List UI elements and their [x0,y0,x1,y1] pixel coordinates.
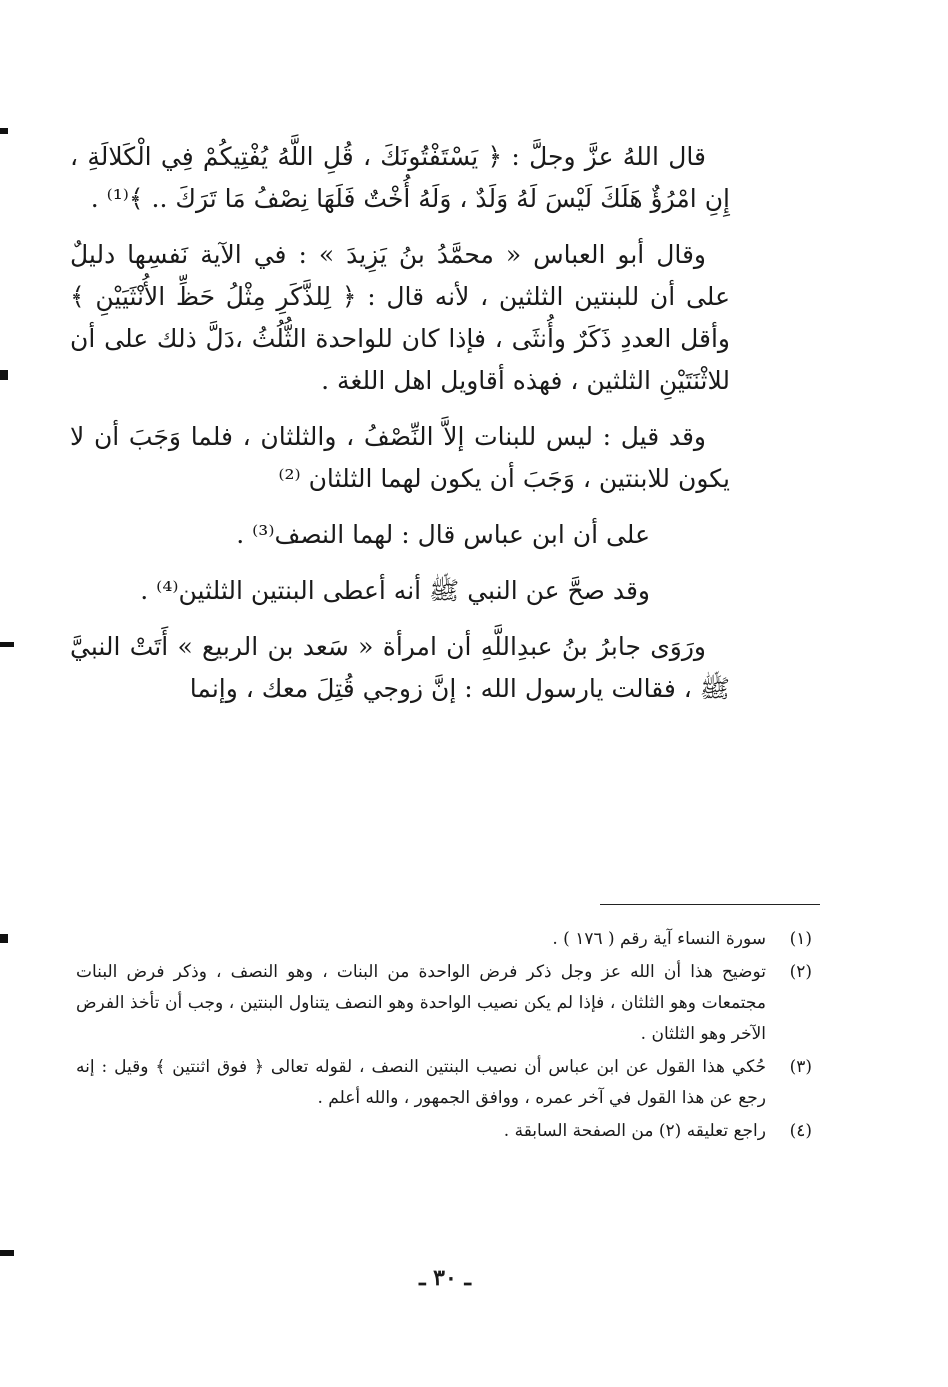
main-text [70,136,730,724]
footnote-text: سورة النساء آية رقم ( ١٧٦ ) . [552,929,766,949]
footnote-text: توضيح هذا أن الله عز وجل ذكر فرض الواحدة من البنات ، وهو النصف ، وذكر فرض البنات مجتمعات وهو الثلثان ، فإذا لم يكن نصيب الواحدة وهو النصف يتناول البنتين ، وجب أن تأخذ الفرض الآخر وهو الثلثان . [76,962,766,1044]
paragraph-hadith-sahih: وقد صحَّ عن النبي ﷺ أنه أعطى البنتين الثلثين⁽⁴⁾ . [140,576,650,605]
footnote-separator [600,904,820,905]
paragraph-ibn-abbas: على أن ابن عباس قال : لهما النصف⁽³⁾ . [236,520,650,549]
footnote-number: (٣) [789,1057,812,1077]
scan-edge-mark [0,1250,14,1256]
paragraph-quran-quote: قال اللهُ عزَّ وجلَّ : ﴿ يَسْتَفْتُونَكَ ، قُلِ اللَّهُ يُفْتِيكُمْ فِي الْكَلالَةِ ، إِنِ امْرُؤٌ هَلَكَ لَيْسَ لَهُ وَلَدٌ ، وَلَهُ أُخْتٌ فَلَهَا نِصْفُ مَا تَرَكَ .. ﴾⁽¹⁾ . [70,142,730,213]
scan-edge-mark [0,370,8,380]
footnote-item [76,957,812,1050]
scan-edge-mark [0,642,14,647]
scan-edge-mark [0,128,8,134]
paragraph-wa-qad-qila: وقد قيل : ليس للبنات إلاَّ النِّصْفُ ، والثلثان ، فلما وَجَبَ أن لا يكون للابنتين ، وَجَبَ أن يكون لهما الثلثان ⁽²⁾ [70,422,730,493]
footnotes [76,924,812,1149]
paragraph-jabir-narration: ورَوَى جابرُ بنُ عبدِاللَّهِ أن امرأة « سَعد بن الربيع » أَتَتْ النبيَّ ﷺ ، فقالت يارسول الله : إنَّ زوجي قُتِلَ معك ، وإنما [70,632,730,703]
footnote-text: راجع تعليقه (٢) من الصفحة السابقة . [503,1121,766,1141]
footnote-number: (١) [789,929,812,949]
page-number: ـ ٣٠ ـ [419,1265,471,1291]
footnote-number: (٤) [789,1121,812,1141]
footnote-number: (٢) [789,962,812,982]
scan-edge-mark [0,934,8,943]
footnote-item [76,1052,812,1114]
footnote-text: حُكي هذا القول عن ابن عباس أن نصيب البنتين النصف ، لقوله تعالى ﴿ فوق اثنتين ﴾ وقيل : إنه رجع عن هذا القول في آخر عمره ، ووافق الجمهور ، والله أعلم . [76,1057,766,1108]
paragraph-abu-al-abbas: وقال أبو العباس « محمَّدُ بنُ يَزِيدَ » : في الآية نَفسِها دليلٌ على أن للبنتين الثلثين ، لأنه قال : ﴿ لِلذَّكَرِ مِثْلُ حَظِّ الأُنْثَيَيْنِ ﴾ وأقل العددِ ذَكَرٌ وأُنثَى ، فإذا كان للواحدة الثُّلُثُ ،دَلَّ ذلك على أن للاثْنَتَيْنِ الثلثين ، فهذه أقاويل اهل اللغة . [70,240,730,395]
footnote-item [76,1116,812,1147]
footnote-item [76,924,812,955]
